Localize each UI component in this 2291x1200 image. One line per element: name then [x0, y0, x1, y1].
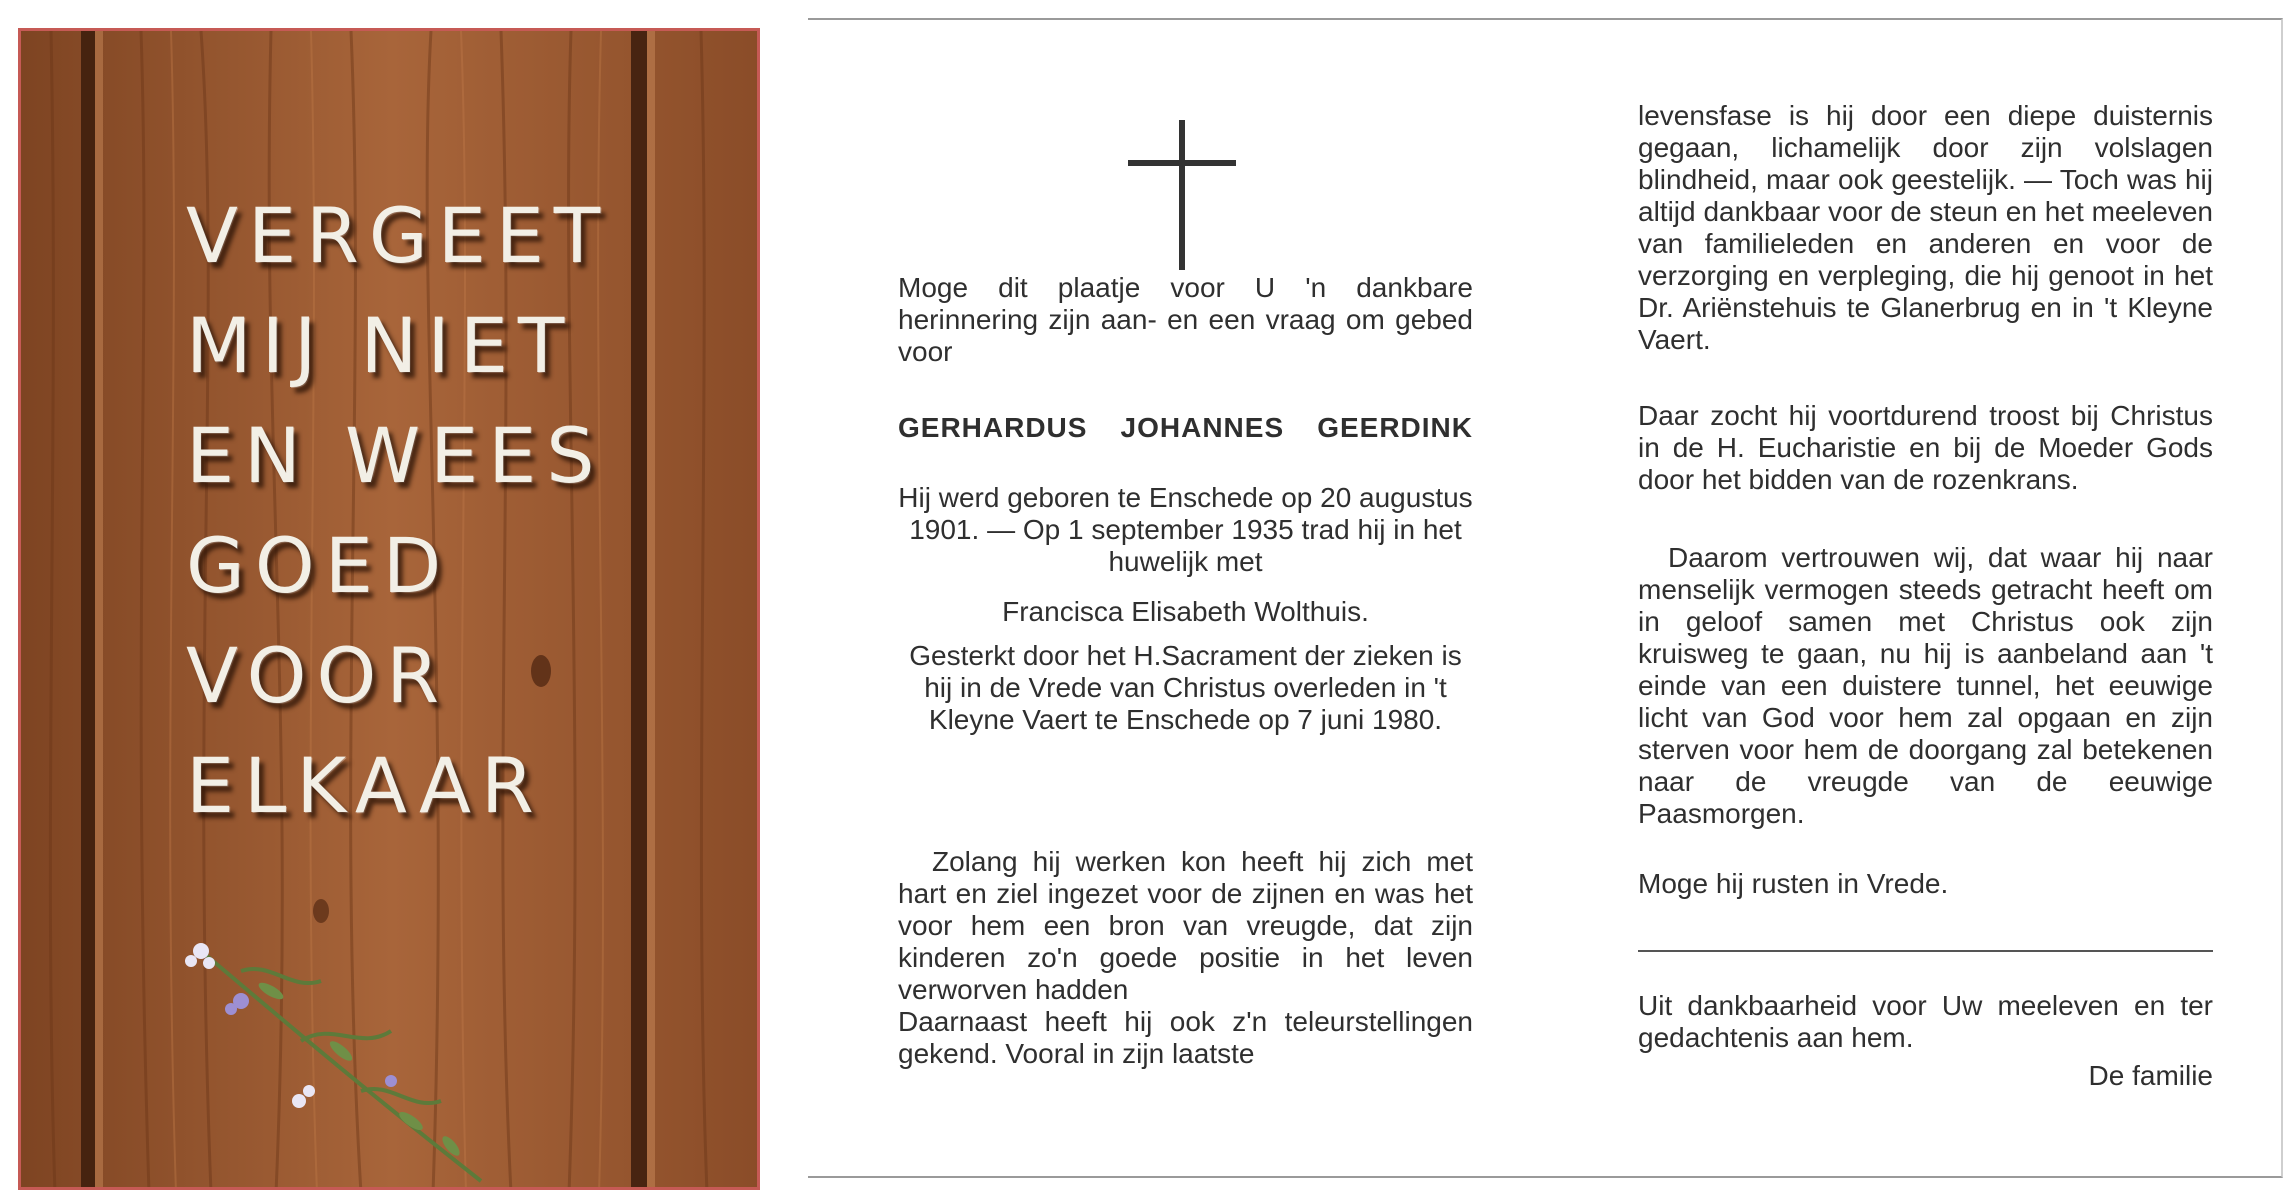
right-paragraph-4 — [1638, 868, 2213, 900]
death-text — [898, 640, 1473, 736]
deceased-name: GERHARDUS JOHANNES GEERDINK — [898, 412, 1473, 443]
right-paragraph: Moge hij rusten in Vrede. — [1638, 868, 1949, 899]
cross-icon — [1128, 120, 1238, 270]
motto-line: GOED — [186, 521, 452, 610]
photo-card — [18, 28, 760, 1190]
intro-text — [898, 272, 1473, 368]
thanks-paragraph: Uit dankbaarheid voor Uw meeleven en ter gedachtenis aan hem. — [1638, 990, 2213, 1053]
right-paragraph: levensfase is hij door een diepe duisternis gegaan, lichamelijk door zijn volslagen blindheid, maar ook geestelijk. — Toch was hij altijd dankbaar voor de steun en het meeleven van familieleden en anderen en voor de verzorging en verpleging, die hij genoot in het Dr. Ariënstehuis te Glanerbrug en in 't Kleyne Vaert. — [1638, 100, 2213, 355]
motto-line: VERGEET — [186, 191, 611, 280]
memorial-card — [808, 18, 2283, 1178]
right-paragraph-2 — [1638, 400, 2213, 496]
birth-paragraph: Hij werd geboren te Enschede op 20 augustus 1901. — Op 1 september 1935 trad hij in het huwelijk met — [898, 482, 1473, 577]
motto — [186, 181, 706, 841]
motto-line: VOOR — [186, 631, 450, 720]
motto-line: EN WEES — [186, 411, 605, 500]
life-paragraph: Zolang hij werken kon heeft hij zich met hart en ziel ingezet voor de zijnen en was het voor hem een bron van vreugde, dat zijn kinderen zo'n goede positie in het leven verworven hadden — [898, 846, 1473, 1005]
death-paragraph: Gesterkt door het H.Sacrament der zieken is hij in de Vrede van Christus overleden in 't Kleyne Vaert te Enschede op 7 juni 1980. — [909, 640, 1462, 735]
right-paragraph-3 — [1638, 542, 2213, 830]
right-paragraph: Daarom vertrouwen wij, dat waar hij naar menselijk vermogen steeds getracht heeft om in geloof samen met Christus ook zijn kruisweg te gaan, nu hij is aanbeland aan 't einde van een duistere tunnel, het eeuwige licht van God voor hem zal opgaan en zijn sterven voor hem de doorgang zal betekenen naar de vreugde van de eeuwige Paasmorgen. — [1638, 542, 2213, 829]
intro-paragraph: Moge dit plaatje voor U 'n dankbare herinnering zijn aan- en een vraag om gebed voor — [898, 272, 1473, 367]
motto-line: MIJ NIET — [186, 301, 575, 390]
right-paragraph: Daar zocht hij voortdurend troost bij Christus in de H. Eucharistie en bij de Moeder Gods door het bidden van de rozenkrans. — [1638, 400, 2213, 495]
thanks-text — [1638, 990, 2213, 1054]
motto-line: ELKAAR — [186, 741, 544, 830]
spouse-name: Francisca Elisabeth Wolthuis. — [1002, 596, 1369, 627]
flower-sprig-icon — [181, 931, 521, 1190]
birth-text — [898, 482, 1473, 578]
divider — [1638, 950, 2213, 952]
signature: De familie — [2088, 1060, 2213, 1091]
right-paragraph-1 — [1638, 100, 2213, 356]
life-text — [898, 846, 1473, 1070]
life-paragraph: Daarnaast heeft hij ook z'n teleurstellingen gekend. Vooral in zijn laatste — [898, 1006, 1473, 1069]
